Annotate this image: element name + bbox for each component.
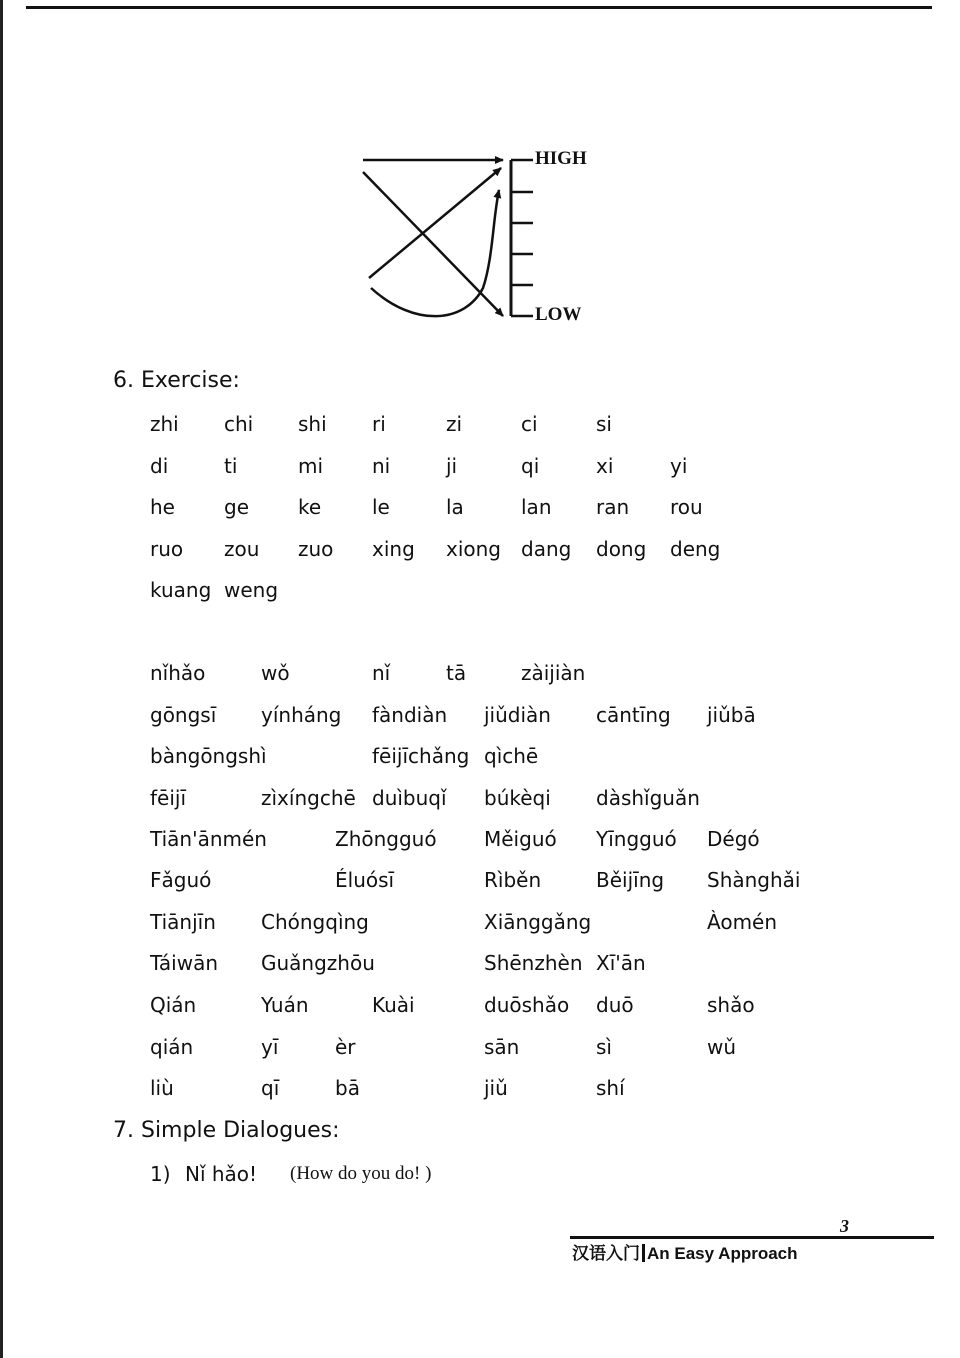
syllable: di (150, 454, 169, 478)
syllable: yi (670, 454, 688, 478)
syllable: weng (224, 578, 279, 602)
vocab-word: èr (335, 1035, 356, 1059)
tone-diagram (355, 148, 595, 333)
vocab-word: Xiānggǎng (484, 910, 592, 934)
syllable: xing (372, 537, 415, 561)
dialogues-heading: 7. Simple Dialogues: (113, 1118, 340, 1143)
vocab-word: búkèqi (484, 786, 551, 810)
vocab-word: Fǎguó (150, 868, 212, 892)
vocab-word: Yīngguó (596, 827, 677, 851)
vocab-word: dàshǐguǎn (596, 786, 700, 810)
syllable: ran (596, 495, 630, 519)
vocab-word: fēijī (150, 786, 187, 810)
vocab-word: Éluósī (335, 868, 395, 892)
running-footer (572, 1239, 798, 1264)
syllable: si (596, 412, 612, 436)
vocab-word: nǐ (372, 661, 391, 685)
vocab-word: Shēnzhèn (484, 951, 583, 975)
syllable: ge (224, 495, 249, 519)
syllable: ci (521, 412, 538, 436)
vocab-word: Àomén (707, 910, 778, 934)
dialogue-english: (How do you do! ) (290, 1163, 432, 1184)
vocab-word: nǐhǎo (150, 661, 206, 685)
vocab-word: wǒ (261, 661, 290, 685)
syllable: deng (670, 537, 721, 561)
vocab-word: fàndiàn (372, 703, 448, 727)
vocab-word: duìbuqǐ (372, 786, 447, 810)
low-label: LOW (535, 304, 582, 325)
vocab-word: shí (596, 1076, 625, 1100)
vocab-word: Shànghǎi (707, 868, 801, 892)
syllable: he (150, 495, 175, 519)
syllable: chi (224, 412, 254, 436)
vocab-word: bā (335, 1076, 360, 1100)
vocab-word: Tiānjīn (150, 910, 216, 934)
syllable: rou (670, 495, 703, 519)
vocab-word: sì (596, 1035, 612, 1059)
vocab-word: Guǎngzhōu (261, 951, 375, 975)
vocab-word: Měiguó (484, 827, 557, 851)
top-rule (26, 6, 932, 9)
footer-chinese-title: 汉语入门 (572, 1244, 640, 1263)
tone2-rising-line (369, 168, 501, 278)
vocab-word: duōshǎo (484, 993, 570, 1017)
vocab-word: Dégó (707, 827, 760, 851)
syllable: zuo (298, 537, 334, 561)
vocab-word: Qián (150, 993, 197, 1017)
syllable: la (446, 495, 464, 519)
syllable: kuang (150, 578, 212, 602)
vocab-word: gōngsī (150, 703, 217, 727)
vocab-word: liù (150, 1076, 174, 1100)
syllable: ri (372, 412, 386, 436)
page-left-edge (0, 0, 3, 1358)
syllable: ruo (150, 537, 184, 561)
tone4-falling-line (363, 172, 503, 316)
syllable: xiong (446, 537, 501, 561)
vocab-word: qián (150, 1035, 194, 1059)
syllable: xi (596, 454, 614, 478)
vocab-word: qī (261, 1076, 280, 1100)
vocab-word: bàngōngshì (150, 744, 267, 768)
syllable: dong (596, 537, 647, 561)
dialogue-number: 1) (150, 1162, 171, 1186)
vocab-word: jiǔdiàn (484, 703, 551, 727)
vocab-word: tā (446, 661, 467, 685)
vocab-word: jiǔ (484, 1076, 508, 1100)
vocab-word: jiǔbā (707, 703, 756, 727)
vocab-word: sān (484, 1035, 520, 1059)
vocab-word: qìchē (484, 744, 539, 768)
footer-divider (642, 1244, 645, 1262)
syllable: qi (521, 454, 540, 478)
syllable: shi (298, 412, 327, 436)
vocab-word: Kuài (372, 993, 415, 1017)
vocab-word: Tiān'ānmén (150, 827, 267, 851)
vocab-word: cāntīng (596, 703, 671, 727)
vocab-word: yī (261, 1035, 279, 1059)
vocab-word: yínháng (261, 703, 342, 727)
syllable: le (372, 495, 390, 519)
syllable: dang (521, 537, 572, 561)
vocab-word: wǔ (707, 1035, 737, 1059)
syllable: ti (224, 454, 238, 478)
syllable: zou (224, 537, 260, 561)
vocab-word: Zhōngguó (335, 827, 437, 851)
vocab-word: Běijīng (596, 868, 665, 892)
syllable: zi (446, 412, 463, 436)
page-number: 3 (840, 1216, 849, 1236)
syllable: mi (298, 454, 324, 478)
footer-english-title: An Easy Approach (647, 1244, 798, 1263)
syllable: ji (446, 454, 458, 478)
vocab-word: Chóngqìng (261, 910, 369, 934)
vocab-word: Yuán (261, 993, 309, 1017)
high-label: HIGH (535, 148, 587, 169)
syllable: ke (298, 495, 322, 519)
syllable: lan (521, 495, 552, 519)
vocab-word: Táiwān (150, 951, 219, 975)
tone3-dipping-curve (371, 190, 499, 316)
vocab-word: zàijiàn (521, 661, 586, 685)
syllable: ni (372, 454, 391, 478)
syllable: zhi (150, 412, 179, 436)
vocab-word: Xī'ān (596, 951, 646, 975)
exercise-heading: 6. Exercise: (113, 368, 240, 393)
vocab-word: fēijīchǎng (372, 744, 470, 768)
vocab-word: Rìběn (484, 868, 542, 892)
vocab-word: shǎo (707, 993, 755, 1017)
vocab-word: duō (596, 993, 634, 1017)
vocab-word: zìxíngchē (261, 786, 356, 810)
dialogue-chinese: Nǐ hǎo! (185, 1162, 258, 1186)
